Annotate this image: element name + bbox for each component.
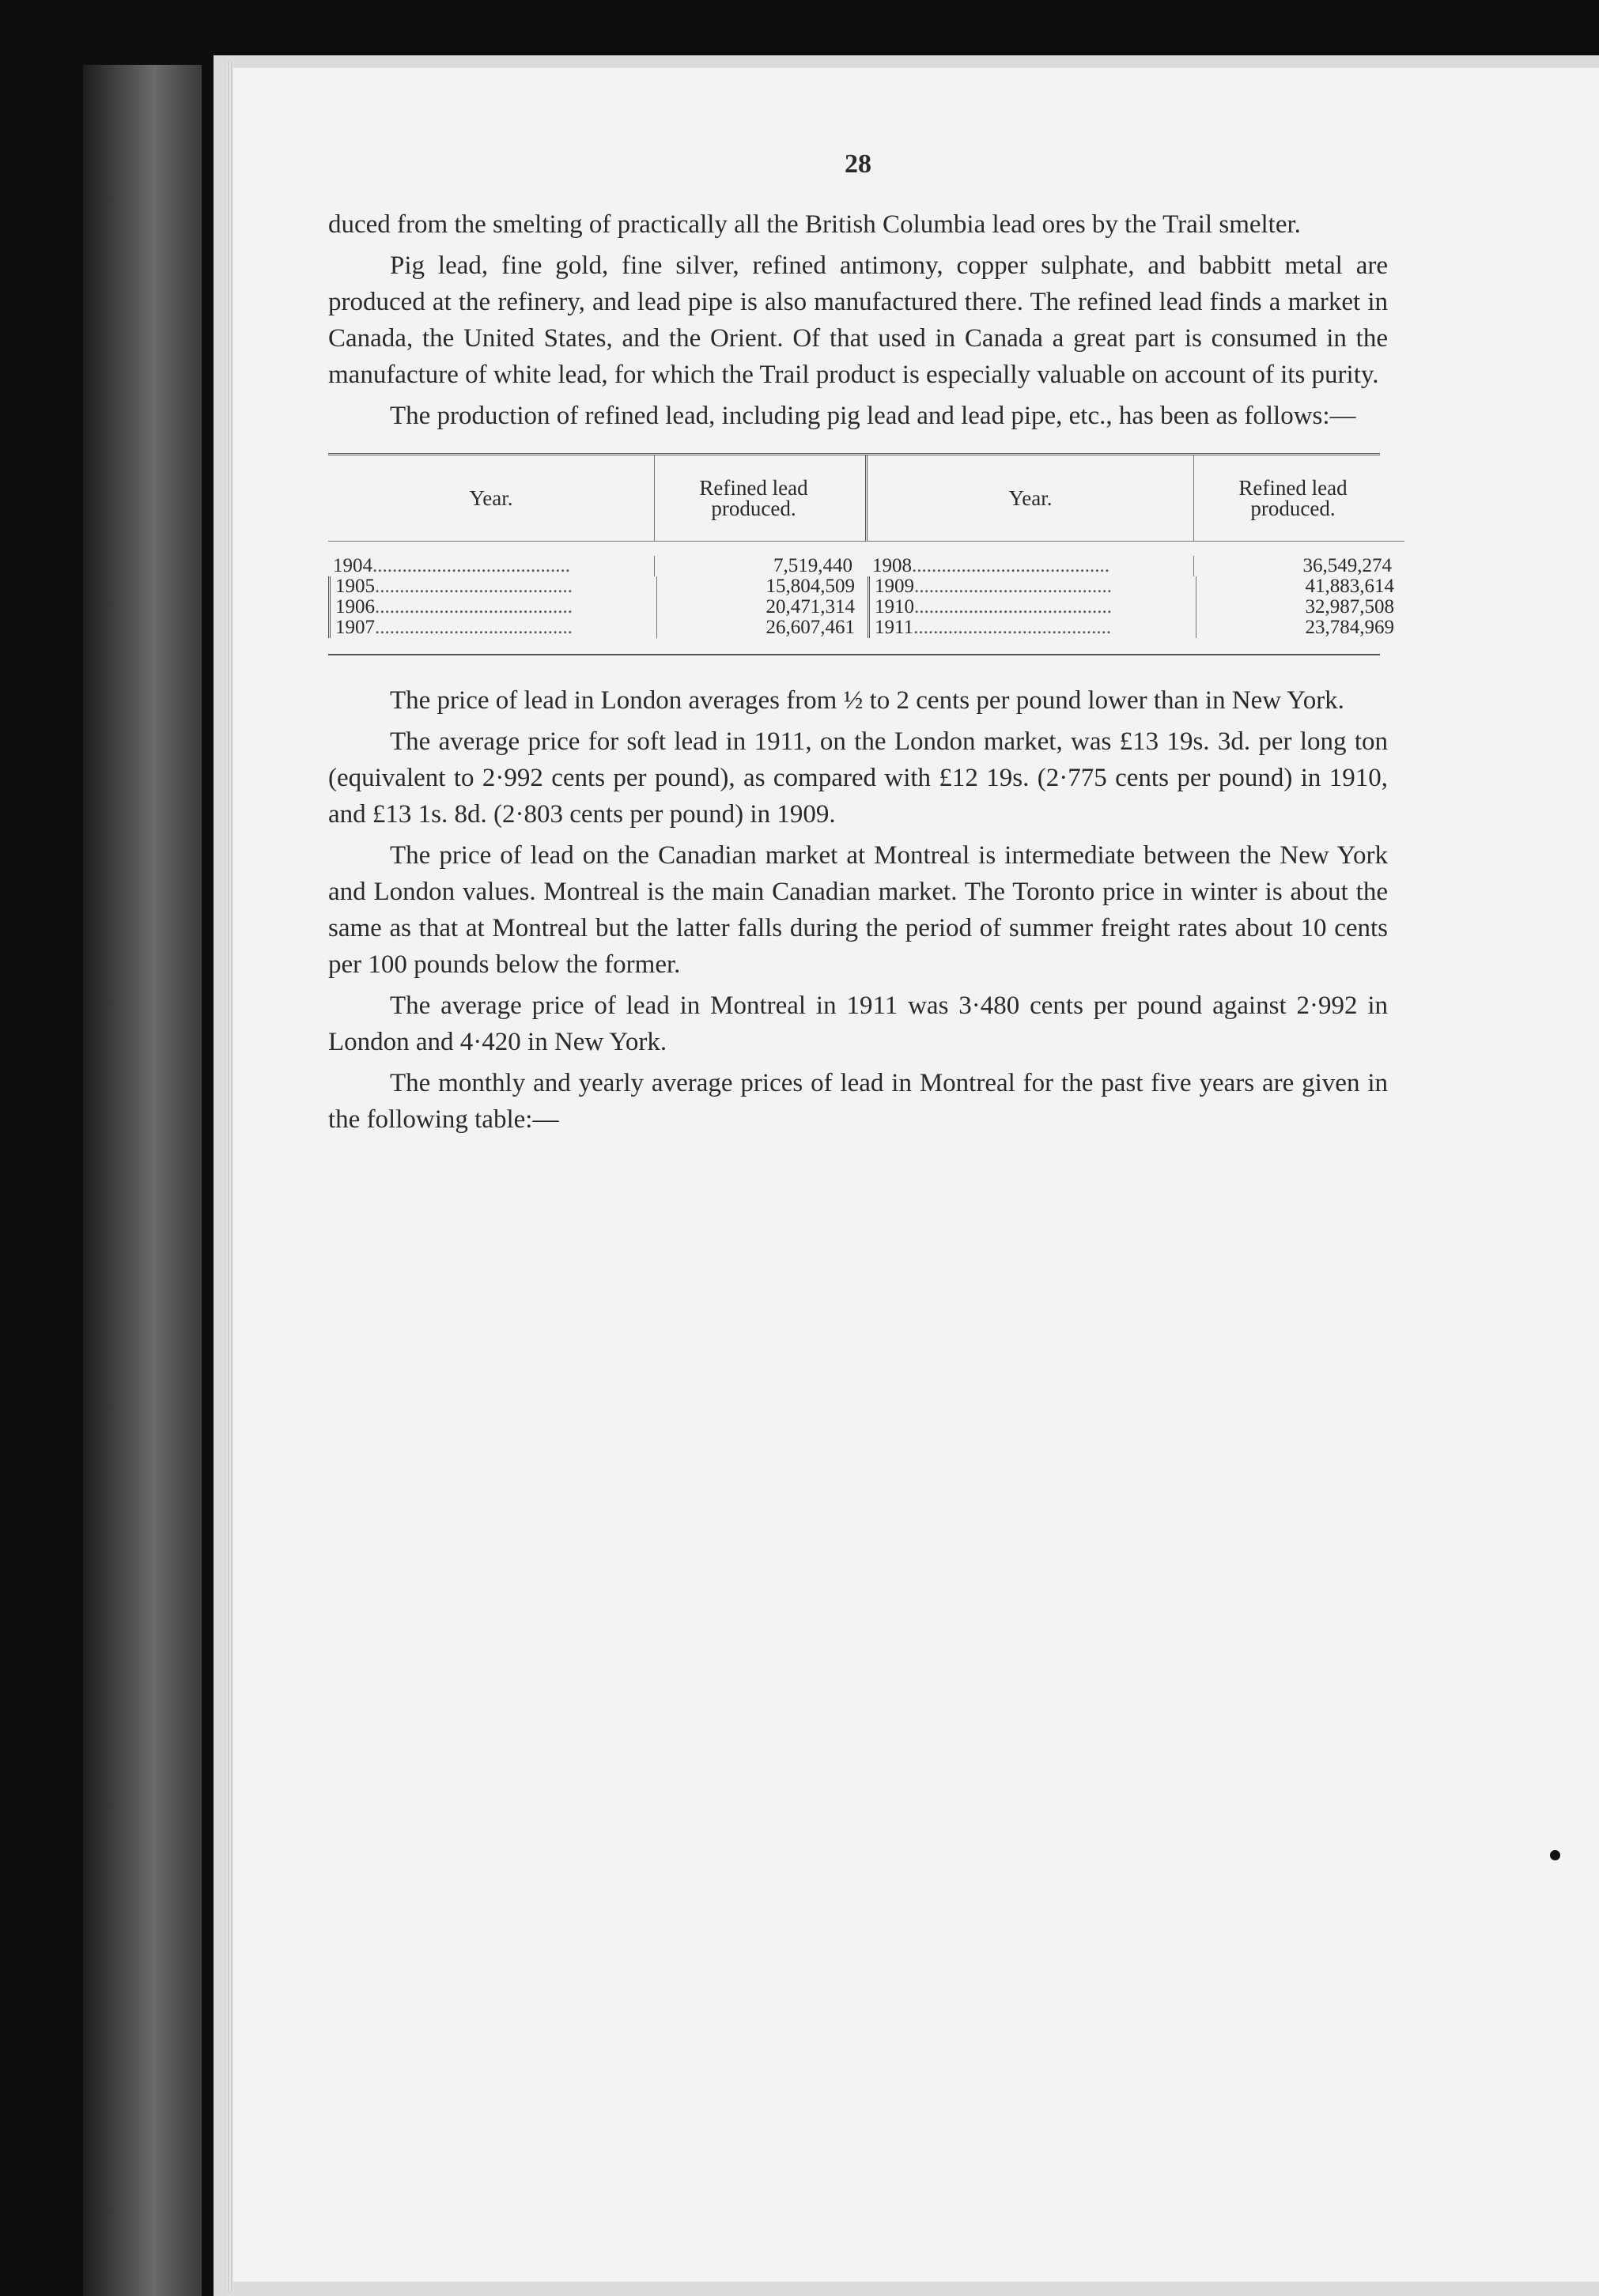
year-cell: 1911	[875, 617, 914, 638]
table-row: 1907........................................ 26,607,461	[328, 617, 868, 638]
table-body-right	[868, 556, 1407, 638]
year-cell: 1910	[875, 597, 914, 617]
value-column-header: Refined lead produced.	[654, 455, 865, 542]
value-cell: 26,607,461	[656, 617, 868, 638]
year-cell: 1904	[333, 556, 372, 576]
paragraph-6: The price of lead on the Canadian market at Montreal is intermediate between the New York and London values. Montreal is the main Canadian market. The Toronto price in winter is about the same as that at Montreal but the latter falls during the period of summer freight rates about 10 cents per 100 pounds below the former.	[328, 841, 1388, 979]
table-header-row	[328, 455, 1380, 542]
value-cell: 7,519,440	[654, 556, 865, 576]
paragraph-8: The monthly and yearly average prices of lead in Montreal for the past five years are given in the following table:—	[328, 1069, 1388, 1134]
table-row: 1904........................................ 7,519,440	[328, 556, 868, 576]
value-cell: 20,471,314	[656, 597, 868, 617]
table-row: 1909........................................ 41,883,614	[868, 576, 1407, 597]
table-row: 1906........................................ 20,471,314	[328, 597, 868, 617]
value-cell: 15,804,509	[656, 576, 868, 597]
year-cell: 1905	[335, 576, 375, 597]
table-row: 1910........................................ 32,987,508	[868, 597, 1407, 617]
year-cell: 1907	[335, 617, 375, 638]
table-row: 1911........................................ 23,784,969	[868, 617, 1407, 638]
paragraph-7: The average price of lead in Montreal in 1911 was 3·480 cents per pound against 2·992 in London and 4·420 in New York.	[328, 991, 1388, 1056]
value-cell: 41,883,614	[1196, 576, 1407, 597]
year-cell: 1909	[875, 576, 914, 597]
paragraph-2: Pig lead, fine gold, fine silver, refined antimony, copper sulphate, and babbitt metal are produced at the refinery, and lead pipe is also manufactured there. The refined lead finds a market in Canada, the United States, and the Orient. Of that used in Canada a great part is consumed in the manufacture of white lead, for which the Trail product is especially valuable on account of its purity.	[328, 251, 1388, 389]
year-column-header: Year.	[328, 455, 654, 542]
table-row: 1908........................................ 36,549,274	[868, 556, 1407, 576]
value-cell: 32,987,508	[1196, 597, 1407, 617]
page-number: 28	[845, 149, 871, 179]
value-column-header: Refined lead produced.	[1193, 455, 1404, 542]
paragraph-5: The average price for soft lead in 1911, on the London market, was £13 19s. 3d. per long ton (equivalent to 2·992 cents per pound), as compared with £12 19s. (2·775 cents per pound) in 1910, and £13 1s. 8d. (2·803 cents per pound) in 1909.	[328, 727, 1388, 829]
table-body	[328, 542, 1394, 654]
paragraph-4: The price of lead in London averages from ½ to 2 cents per pound lower than in New York.	[390, 686, 1344, 715]
table-body-left	[328, 556, 868, 638]
year-column-header: Year.	[865, 455, 1193, 542]
book-binding	[83, 65, 202, 2296]
paragraph-3: The production of refined lead, including pig lead and lead pipe, etc., has been as follows:—	[390, 402, 1356, 430]
value-cell: 23,784,969	[1196, 617, 1407, 638]
year-cell: 1906	[335, 597, 375, 617]
table-header-right	[865, 455, 1404, 542]
lead-production-table	[328, 453, 1394, 655]
page-content	[328, 146, 1394, 1142]
paragraph-1: duced from the smelting of practically all the British Columbia lead ores by the Trail smelter.	[328, 210, 1301, 239]
table-header-left	[328, 455, 865, 542]
value-cell: 36,549,274	[1193, 556, 1404, 576]
page-edges	[225, 62, 233, 2291]
ink-dot	[1550, 1850, 1560, 1860]
table-row: 1905........................................ 15,804,509	[328, 576, 868, 597]
year-cell: 1908	[872, 556, 912, 576]
